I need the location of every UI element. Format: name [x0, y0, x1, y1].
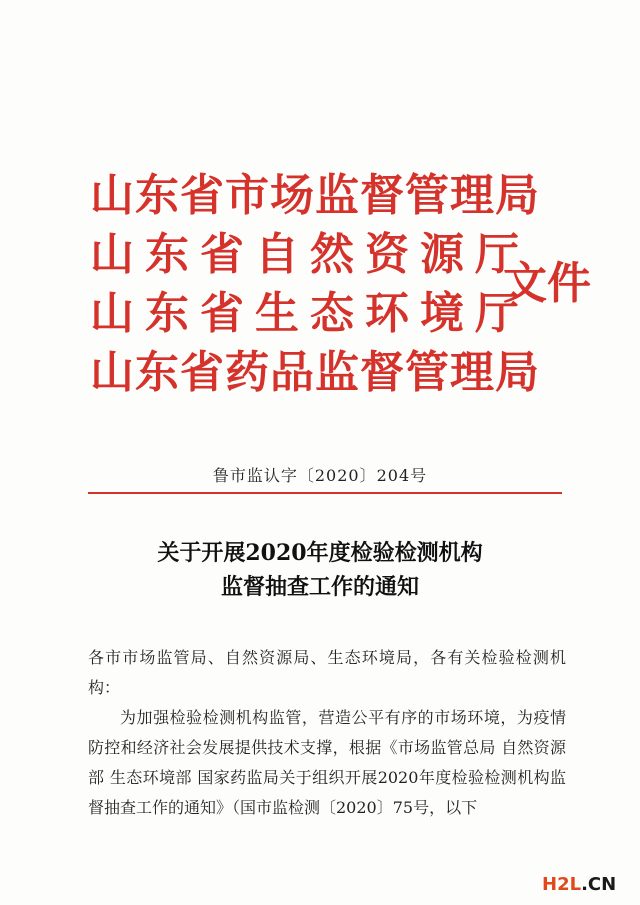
document-suffix: 文件 [503, 258, 591, 309]
watermark-tld: CN [587, 874, 617, 895]
red-divider-line [88, 492, 562, 494]
issuer-drug-administration: 山东省药品监督管理局 [90, 347, 540, 398]
watermark-dot: . [581, 874, 588, 895]
title-line-1: 关于开展2020年度检验检测机构 [157, 540, 483, 566]
document-number: 鲁市监认字〔2020〕204号 [212, 466, 428, 485]
document-body [88, 643, 566, 823]
issuer-ecology-environment: 山东省生态环境厅 [90, 288, 530, 339]
body-paragraph: 为加强检验检测机构监管，营造公平有序的市场环境，为疫情防控和经济社会发展提供技术支撑，根据《市场监管总局 自然资源部 生态环境部 国家药监局关于组织开展2020年度检验检测机构监督抽查工作的通知》（国市监检测〔2020〕75号，以下 [88, 708, 566, 817]
addressee: 各市市场监管局、自然资源局、生态环境局，各有关检验检测机构： [88, 648, 566, 697]
issuer-market-supervision: 山东省市场监督管理局 [90, 170, 540, 221]
site-watermark-logo [542, 871, 626, 899]
document-title [0, 536, 640, 604]
watermark-brand: H2L [542, 874, 582, 895]
issuing-authorities [90, 166, 540, 402]
title-line-2: 监督抽查工作的通知 [220, 574, 419, 600]
issuer-natural-resources: 山东省自然资源厅 [90, 229, 530, 280]
